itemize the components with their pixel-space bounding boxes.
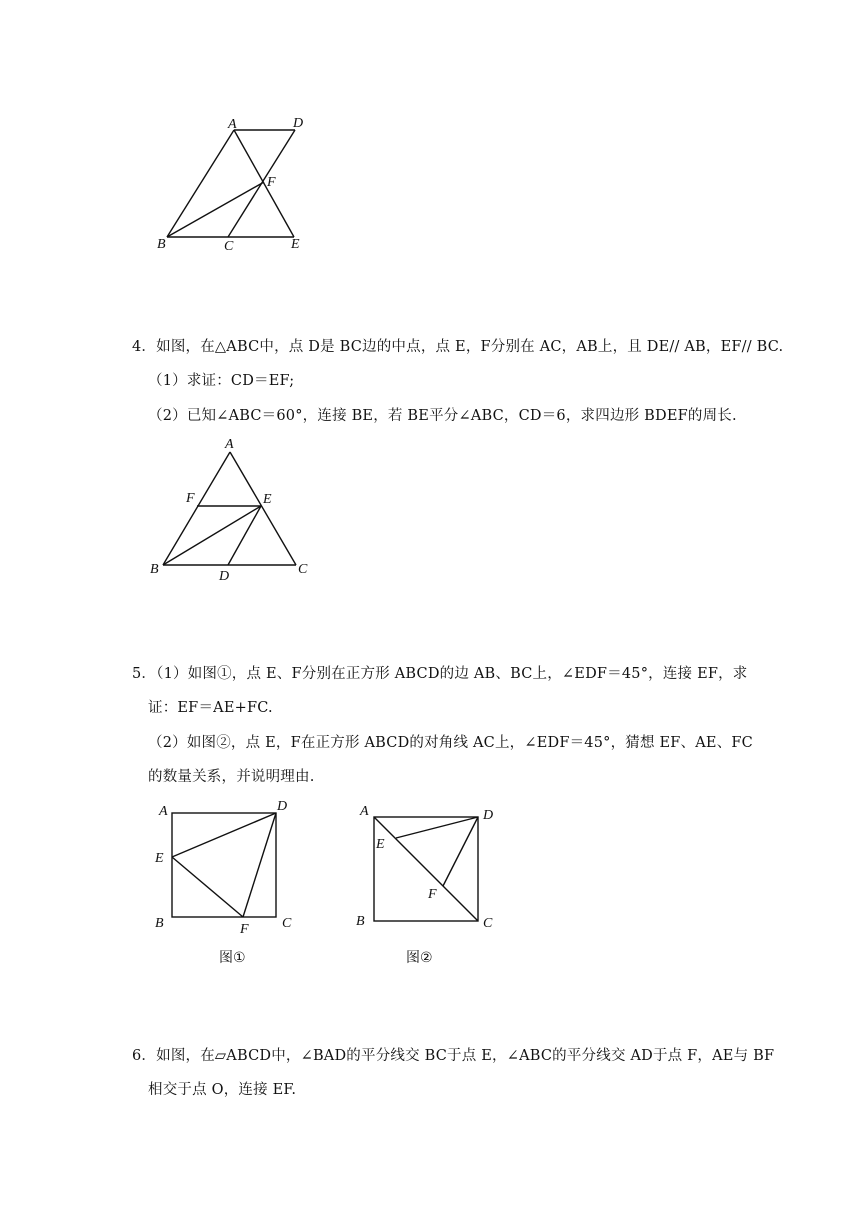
point-label-E: E — [291, 237, 300, 252]
point-label-F: F — [428, 887, 437, 902]
point-label-C: C — [298, 562, 308, 577]
segment-AB — [167, 130, 234, 237]
figure-1-caption: 图① — [219, 950, 246, 966]
problem-5-part2-continued: 的数量关系，并说明理由. — [148, 769, 315, 785]
segment-FD — [443, 817, 478, 886]
figure-square-1 — [150, 795, 300, 940]
point-label-D: D — [293, 116, 304, 131]
figure-2-caption: 图② — [406, 950, 433, 966]
point-label-C: C — [282, 916, 292, 931]
segment-EF — [172, 857, 243, 917]
point-label-D: D — [483, 808, 494, 823]
point-label-A: A — [228, 117, 237, 132]
point-label-B: B — [157, 237, 166, 252]
problem-4-statement: 4．如图，在△ABC中，点 D是 BC边的中点，点 E，F分别在 AC，AB上，且 DE// AB，EF// BC. — [132, 339, 784, 355]
segment-DE — [228, 506, 261, 565]
point-label-F: F — [267, 175, 276, 190]
segment-BF — [167, 182, 264, 237]
point-label-E: E — [263, 492, 272, 507]
point-label-E: E — [376, 837, 385, 852]
diagonal-AC — [374, 817, 478, 921]
point-label-D: D — [277, 799, 288, 814]
problem-6-statement: 6．如图，在▱ABCD中，∠BAD的平分线交 BC于点 E，∠ABC的平分线交 AD于点 F，AE与 BF — [132, 1048, 775, 1064]
segment-ED — [396, 817, 478, 838]
segment-ED — [172, 813, 276, 857]
figure-square-2 — [350, 795, 500, 940]
segment-FD — [243, 813, 276, 917]
problem-5-part2-statement: （2）如图②，点 E，F在正方形 ABCD的对角线 AC上，∠EDF＝45°，猜想 EF、AE、FC — [148, 735, 753, 751]
point-label-E: E — [155, 851, 164, 866]
point-label-A: A — [225, 437, 234, 452]
point-label-B: B — [356, 914, 365, 929]
figure-parallelogram — [150, 110, 320, 255]
point-label-A: A — [159, 804, 168, 819]
figure-triangle-abc — [145, 430, 320, 585]
point-label-F: F — [186, 491, 195, 506]
point-label-B: B — [155, 916, 164, 931]
problem-4-part2: （2）已知∠ABC＝60°，连接 BE，若 BE平分∠ABC，CD＝6，求四边形 BDEF的周长. — [148, 408, 737, 424]
problem-5-part1-statement: 5．（1）如图①，点 E、F分别在正方形 ABCD的边 AB、BC上，∠EDF＝45°，连接 EF，求 — [132, 666, 748, 682]
point-label-B: B — [150, 562, 159, 577]
point-label-D: D — [219, 569, 230, 584]
problem-5-part1-continued: 证：EF＝AE+FC. — [148, 700, 273, 716]
segment-BE — [163, 506, 261, 565]
point-label-A: A — [360, 804, 369, 819]
problem-4-part1: （1）求证：CD＝EF; — [148, 373, 295, 389]
point-label-C: C — [483, 916, 493, 931]
point-label-C: C — [224, 239, 234, 254]
problem-6-continued: 相交于点 O，连接 EF. — [148, 1082, 297, 1098]
segment-AB — [163, 452, 230, 565]
point-label-F: F — [240, 922, 249, 937]
segment-AC — [230, 452, 296, 565]
